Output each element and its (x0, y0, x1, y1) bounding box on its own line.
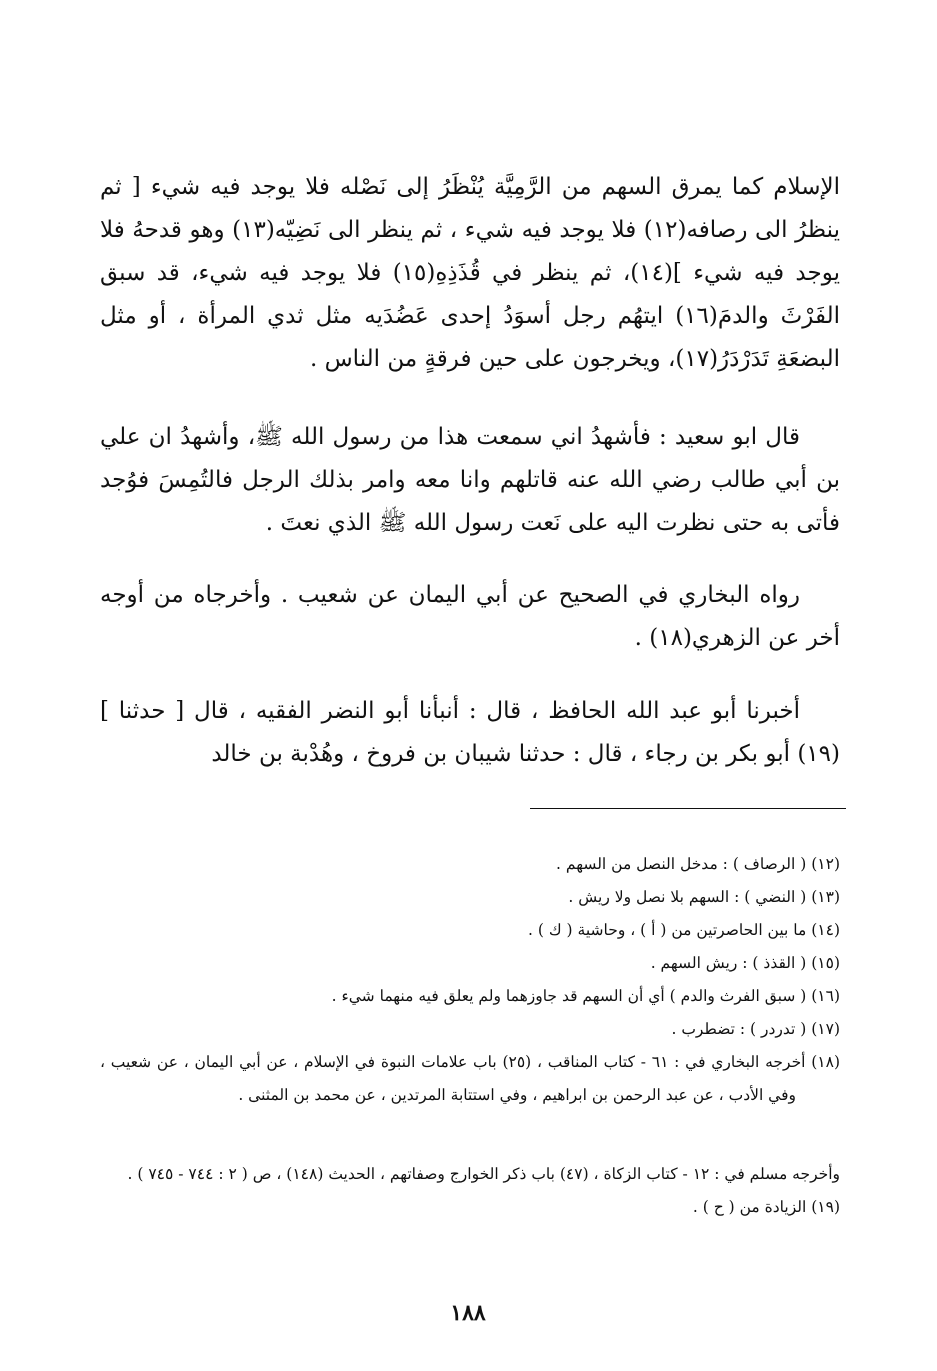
footnote-separator-rule (530, 808, 846, 809)
body-paragraph-4 (100, 690, 840, 776)
footnotes-block (100, 848, 840, 1112)
body-paragraph-3 (100, 574, 840, 660)
footnote-15: (١٥) ( القذذ ) : ريش السهم . (650, 954, 840, 972)
footnote-16: (١٦) ( سبق الفرث والدم ) أي أن السهم قد جاوزهما ولم يعلق فيه منهما شيء . (331, 987, 840, 1005)
footnote-17: (١٧) ( تدردر ) : تضطرب . (671, 1020, 840, 1038)
footnote-14: (١٤) ما بين الحاصرتين من ( أ ) ، وحاشية ( ك ) . (528, 921, 840, 939)
page-number: ١٨٨ (450, 1300, 486, 1326)
body-paragraph-3-text: رواه البخاري في الصحيح عن أبي اليمان عن شعيب . وأخرجاه من أوجه أخر عن الزهري(١٨) . (100, 582, 840, 651)
footnote-12: (١٢) ( الرصاف ) : مدخل النصل من السهم . (556, 855, 840, 873)
body-paragraph-4-text: أخبرنا أبو عبد الله الحافظ ، قال : أنبأنا أبو النضر الفقيه ، قال [ حدثنا ](١٩) أبو بكر بن رجاء ، قال : حدثنا شيبان بن فروخ ، وهُدْبة بن خالد (100, 698, 840, 767)
footnote-13: (١٣) ( النضي ) : السهم بلا نصل ولا ريش . (568, 888, 840, 906)
body-paragraph-2 (100, 416, 840, 545)
body-paragraph-2-text: قال ابو سعيد : فأشهدُ اني سمعت هذا من رسول الله ﷺ، وأشهدُ ان علي بن أبي طالب رضي الله عنه قاتلهم وانا معه وامر بذلك الرجل فالتُمِسَ فوُجد فأتى به حتى نظرت اليه على نَعت رسول الله ﷺ الذي نعتَ . (100, 424, 840, 536)
footnote-18: (١٨) أخرجه البخاري في : ٦١ - كتاب المناقب ، (٢٥) باب علامات النبوة في الإسلام ، عن أبي اليمان ، عن شعيب ، وفي الأدب ، عن عبد الرحمن بن ابراهيم ، وفي استتابة المرتدين ، عن محمد بن المثنى . (100, 1053, 841, 1104)
footnotes-block-continued (100, 1158, 840, 1224)
body-paragraph-1: الإسلام كما يمرق السهم من الرَّمِيَّة يُنْظَرُ إلى نَصْله فلا يوجد فيه شيء [ ثم ينظرُ الى رصافه(١٢) فلا يوجد فيه شيء ، ثم ينظر الى نَضِيّه(١٣) وهو قدحهُ فلا يوجد فيه شيء ](١٤)، ثم ينظر في قُذَذِهِ(١٥) فلا يوجد فيه شيء، قد سبق الفَرْثَ والدمَ(١٦) ايتهُم رجل أسوَدُ إحدى عَضُدَيه مثل ثدي المرأة ، أو مثل البضعَةِ تَدَرْدَرُ(١٧)، ويخرجون على حين فرقةٍ من الناس . (100, 174, 840, 372)
footnote-19: (١٩) الزيادة من ( ح ) . (692, 1198, 840, 1216)
footnote-18-continued: وأخرجه مسلم في : ١٢ - كتاب الزكاة ، (٤٧) باب ذكر الخوارج وصفاتهم ، الحديث (١٤٨) ، ص ( ٢ : ٧٤٤ - ٧٤٥ ) . (127, 1165, 840, 1183)
